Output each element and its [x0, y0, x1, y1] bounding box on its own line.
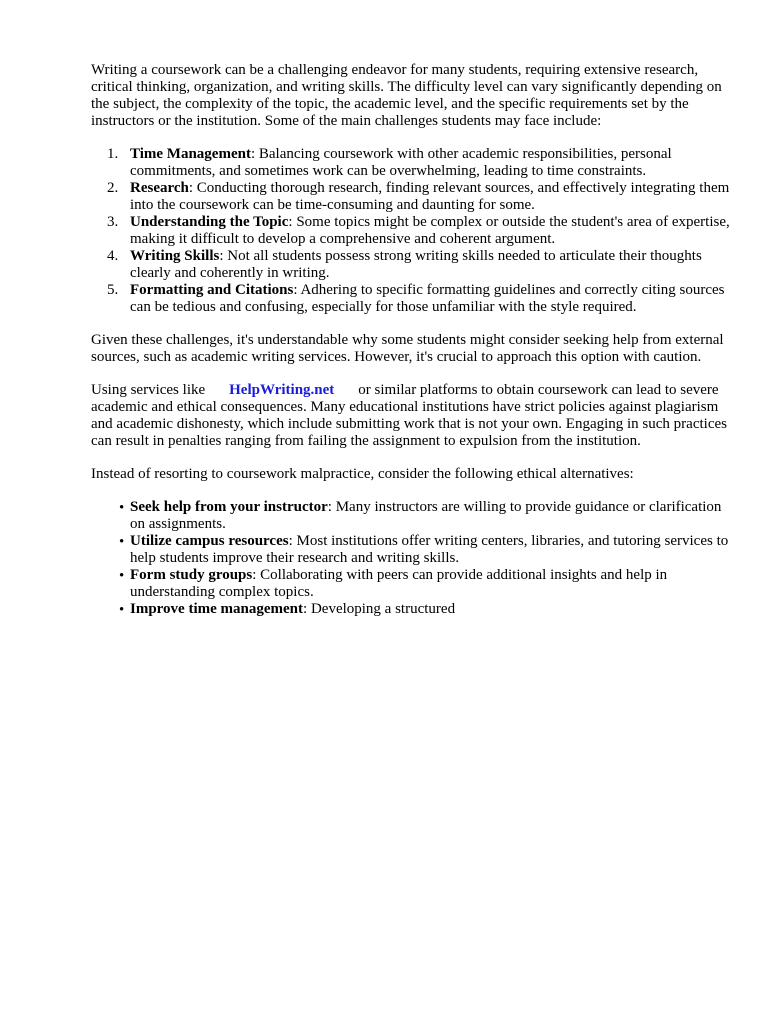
document-page	[91, 62, 731, 618]
list-item-text: Balancing coursework with other academic responsibilities, personal commitments, and sometimes work can be overwhelming, leading to time constraints.	[130, 146, 672, 179]
bullet-icon: •	[119, 500, 125, 516]
list-item-text: Developing a structured	[307, 601, 456, 617]
list-item	[91, 248, 731, 282]
list-item-text: Most institutions offer writing centers, libraries, and tutoring services to help students improve their research and writing skills.	[130, 533, 729, 566]
list-item-separator: :	[188, 180, 194, 196]
list-item-term: Form study groups	[130, 567, 253, 583]
bullet-icon: •	[119, 568, 125, 584]
list-item-term: Writing Skills	[130, 248, 220, 264]
list-item	[91, 180, 731, 214]
instead-paragraph: Instead of resorting to coursework malpractice, consider the following ethical alternatives:	[91, 466, 634, 482]
alternatives-list	[91, 499, 731, 618]
given-paragraph: Given these challenges, it's understandable why some students might consider seeking help from external sources, such as academic writing services. However, it's crucial to approach this option with caution.	[91, 332, 724, 365]
bullet-icon: •	[119, 534, 125, 550]
list-item-term: Improve time management	[130, 601, 304, 617]
list-number: 4.	[107, 248, 119, 264]
list-item	[91, 146, 731, 180]
list-number: 2.	[107, 180, 119, 196]
bullet-icon: •	[119, 602, 125, 618]
list-item-term: Seek help from your instructor	[130, 499, 328, 515]
list-item-separator: :	[219, 248, 224, 264]
list-item-separator: :	[303, 601, 308, 617]
list-item-term: Formatting and Citations	[130, 282, 294, 298]
list-item	[91, 499, 731, 533]
list-item-separator: :	[293, 282, 298, 298]
list-item	[91, 214, 731, 248]
list-item	[91, 282, 731, 316]
list-item-separator: :	[252, 567, 257, 583]
using-text-after: or similar platforms to obtain coursework can lead to severe academic and ethical consequences. Many educational institutions have strict policies against plagiarism and academic dishonesty, which include submitting work that is not your own. Engaging in such practices can result in penalties ranging from failing the assignment to expulsion from the institution.	[91, 382, 727, 449]
list-item-term: Research	[130, 180, 189, 196]
list-item	[91, 533, 731, 567]
list-item-separator: :	[250, 146, 256, 162]
list-item-text: Not all students possess strong writing skills needed to articulate their thoughts clearly and coherently in writing.	[130, 248, 702, 281]
list-item-term: Time Management	[130, 146, 251, 162]
list-item-term: Understanding the Topic	[130, 214, 289, 230]
intro-paragraph: Writing a coursework can be a challenging endeavor for many students, requiring extensive research, critical thinking, organization, and writing skills. The difficulty level can vary significantly depending on the subject, the complexity of the topic, the academic level, and the specific requirements set by the instructors or the institution. Some of the main challenges students may face include:	[91, 62, 722, 129]
list-item-text: Conducting thorough research, finding relevant sources, and effectively integrating them into the coursework can be time-consuming and daunting for some.	[130, 180, 730, 213]
list-item-text: Some topics might be complex or outside the student's area of expertise, making it difficult to develop a comprehensive and coherent argument.	[130, 214, 730, 247]
list-item	[91, 567, 731, 601]
challenges-list	[91, 146, 731, 316]
list-number: 1.	[107, 146, 119, 162]
using-paragraph	[91, 382, 731, 450]
list-item	[91, 601, 731, 618]
list-item-text: Collaborating with peers can provide additional insights and help in understanding complex topics.	[130, 567, 668, 600]
list-item-separator: :	[327, 499, 332, 515]
list-item-separator: :	[288, 214, 293, 230]
helpwriting-link[interactable]: HelpWriting.net	[229, 382, 335, 398]
list-item-term: Utilize campus resources	[130, 533, 289, 549]
list-number: 3.	[107, 214, 119, 230]
list-item-text: Adhering to specific formatting guidelines and correctly citing sources can be tedious and confusing, especially for those unfamiliar with the style required.	[130, 282, 725, 315]
list-number: 5.	[107, 282, 119, 298]
list-item-text: Many instructors are willing to provide guidance or clarification on assignments.	[130, 499, 722, 532]
using-text-before: Using services like	[91, 382, 206, 398]
list-item-separator: :	[288, 533, 293, 549]
